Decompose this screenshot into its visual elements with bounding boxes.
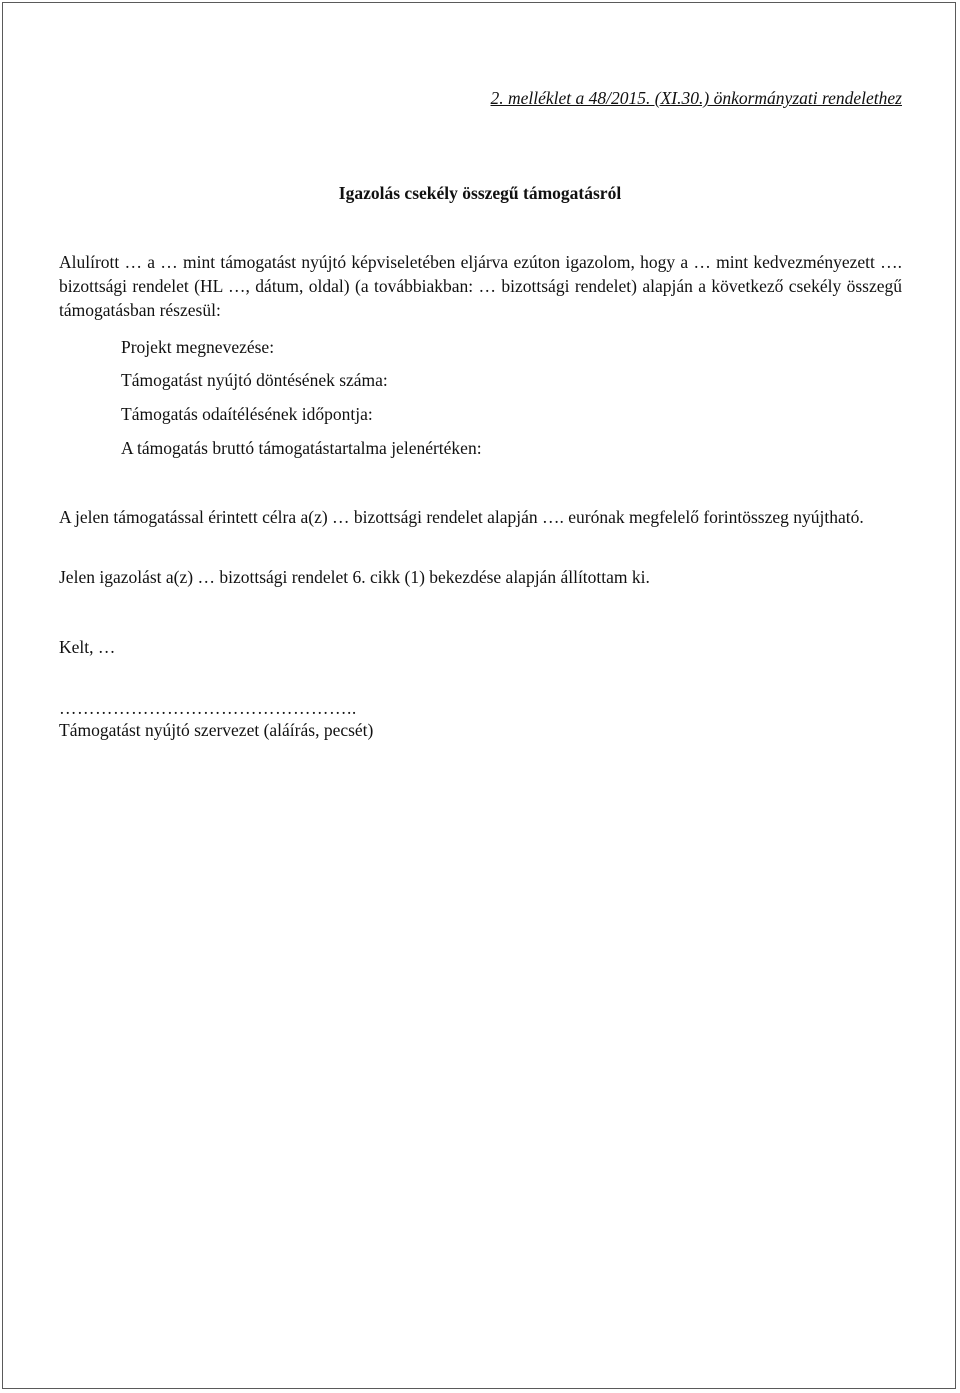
place-date: Kelt, …	[59, 637, 116, 657]
amount-paragraph: A jelen támogatással érintett célra a(z) … bizottsági rendelet alapján …. eurónak megfelelő forintösszeg nyújtható.	[59, 507, 864, 527]
signature-label: Támogatást nyújtó szervezet (aláírás, pecsét)	[59, 720, 374, 740]
annex-header: 2. melléklet a 48/2015. (XI.30.) önkormányzati rendelethez	[490, 88, 902, 108]
signature-line: …………………………………………..	[59, 698, 357, 718]
intro-paragraph: Alulírott … a … mint támogatást nyújtó képviseletében eljárva ezúton igazolom, hogy a … mint kedvezményezett …. bizottsági rendelet (HL …, dátum, oldal) (a továbbiakban: … bizottsági rendelet) alapján a következő csekély összegű támogatásban részesül:	[59, 252, 902, 320]
legal-basis-paragraph: Jelen igazolást a(z) … bizottsági rendelet 6. cikk (1) bekezdése alapján állítottam ki.	[59, 567, 650, 587]
field-award-date: Támogatás odaítélésének időpontja:	[121, 404, 373, 424]
field-decision-number: Támogatást nyújtó döntésének száma:	[121, 370, 388, 390]
field-project-name: Projekt megnevezése:	[121, 337, 275, 357]
document-title: Igazolás csekély összegű támogatásról	[338, 183, 622, 203]
field-gross-grant-value: A támogatás bruttó támogatástartalma jelenértéken:	[121, 438, 482, 458]
